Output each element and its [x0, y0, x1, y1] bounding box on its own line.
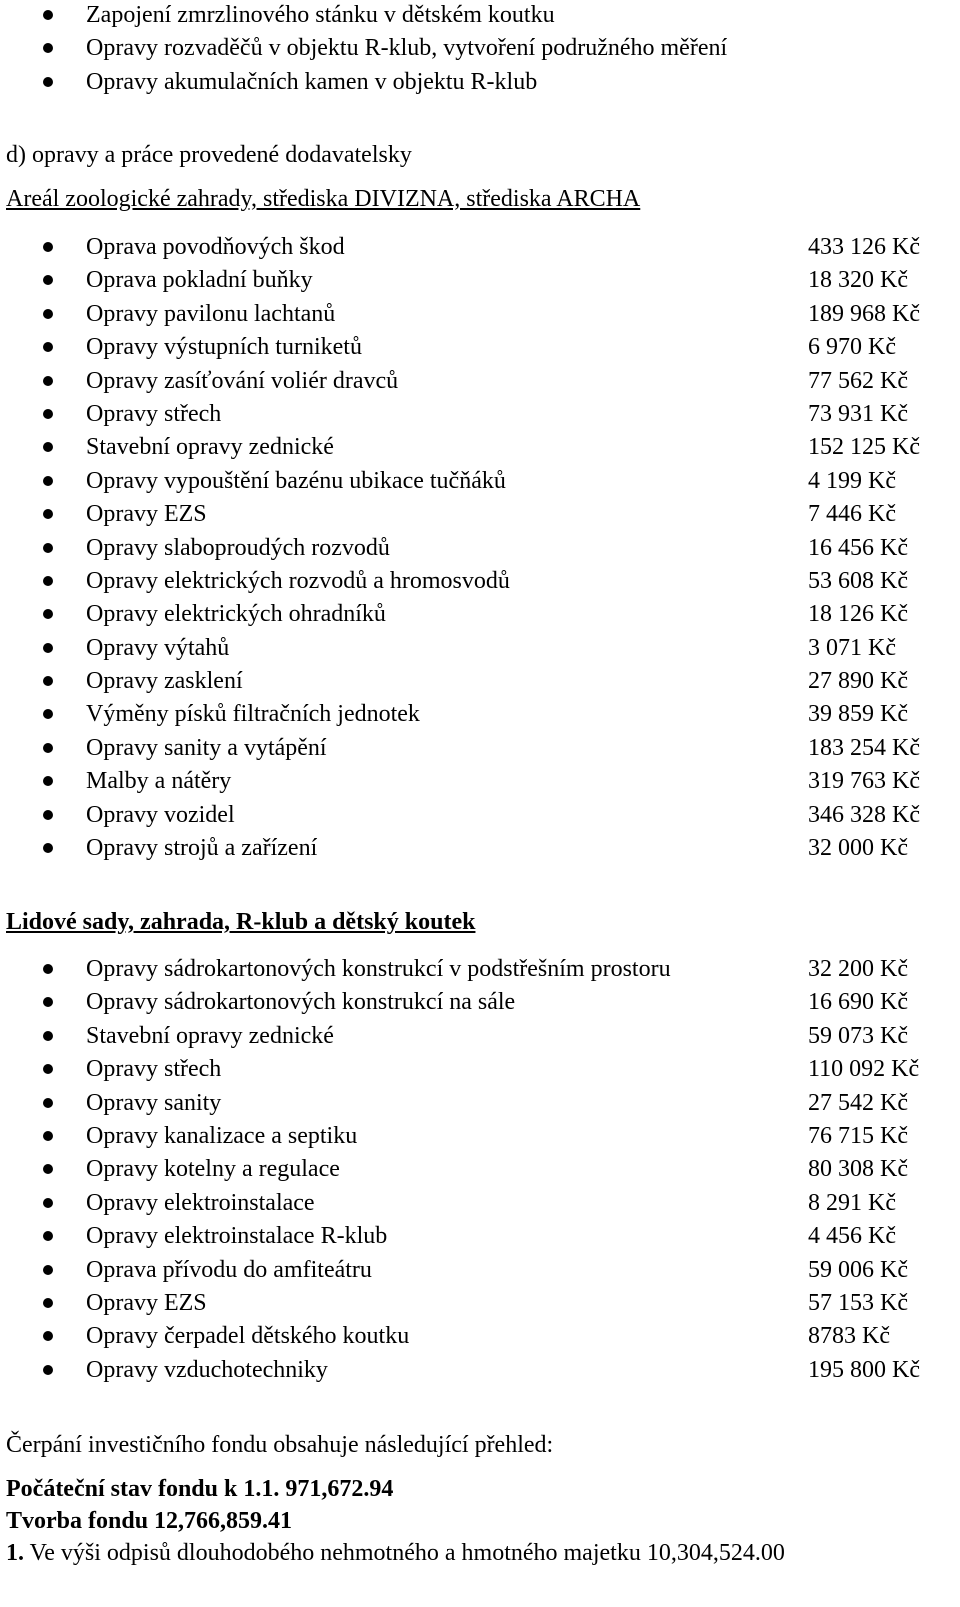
item-label: Opravy vzduchotechniky [86, 1356, 328, 1383]
bullet-icon [43, 309, 53, 319]
table-row [0, 1054, 960, 1087]
lidove-section-title: Lidové sady, zahrada, R-klub a dětský koutek [6, 909, 476, 935]
table-row [0, 265, 960, 298]
item-label: Opravy strojů a zařízení [86, 835, 318, 862]
item-amount: 77 562 Kč [808, 367, 908, 394]
item-label: Oprava pokladní buňky [86, 267, 313, 294]
item-amount: 32 200 Kč [808, 956, 908, 982]
item-label: Opravy EZS [86, 1289, 207, 1316]
item-amount: 80 308 Kč [808, 1156, 908, 1183]
bullet-icon [43, 543, 53, 553]
table-row [0, 1021, 960, 1054]
bullet-icon [43, 476, 53, 486]
item-label: Opravy výtahů [86, 634, 230, 661]
bullet-icon [43, 609, 53, 619]
item-label: Opravy slaboproudých rozvodů [86, 534, 390, 561]
item-amount: 4 456 Kč [808, 1223, 896, 1250]
fund-intro: Čerpání investičního fondu obsahuje následující přehled: [6, 1432, 554, 1458]
bullet-icon [43, 810, 53, 820]
table-row [0, 987, 960, 1020]
bullet-icon [43, 409, 53, 419]
item-label: Opravy výstupních turniketů [86, 334, 362, 361]
list-item: Zapojení zmrzlinového stánku v dětském koutku [0, 0, 960, 33]
bullet-icon [43, 709, 53, 719]
bullet-icon [43, 275, 53, 285]
top-bullet-list [0, 0, 960, 100]
table-row [0, 666, 960, 699]
item-amount: 433 126 Kč [808, 234, 920, 260]
item-label: Opravy vozidel [86, 801, 235, 828]
bullet-icon [43, 676, 53, 686]
bullet-icon [43, 1098, 53, 1108]
item-label: Výměny písků filtračních jednotek [86, 701, 420, 728]
list-item: Opravy akumulačních kamen v objektu R-klub [0, 67, 960, 100]
item-label: Opravy sádrokartonových konstrukcí na sále [86, 989, 516, 1016]
bullet-icon [43, 1231, 53, 1241]
table-row [0, 533, 960, 566]
zoo-section-title: Areál zoologické zahrady, střediska DIVIZNA, střediska ARCHA [6, 186, 641, 212]
zoo-repairs-list [0, 232, 960, 866]
bullet-icon [43, 342, 53, 352]
fund-start-state: Počáteční stav fondu k 1.1. 971,672.94 [6, 1476, 394, 1502]
item-amount: 8783 Kč [808, 1323, 890, 1350]
item-amount: 319 763 Kč [808, 768, 920, 795]
table-row [0, 299, 960, 332]
bullet-icon [43, 242, 53, 252]
table-row [0, 800, 960, 833]
item-label: Opravy kotelny a regulace [86, 1156, 340, 1183]
bullet-icon [43, 1064, 53, 1074]
item-amount: 6 970 Kč [808, 334, 896, 361]
table-row [0, 466, 960, 499]
item-amount: 18 126 Kč [808, 601, 908, 628]
table-row [0, 1188, 960, 1221]
bullet-icon [43, 10, 53, 20]
bullet-icon [43, 77, 53, 87]
item-amount: 152 125 Kč [808, 434, 920, 461]
table-row [0, 399, 960, 432]
bullet-icon [43, 776, 53, 786]
item-label: Malby a nátěry [86, 768, 232, 795]
item-amount: 39 859 Kč [808, 701, 908, 728]
bullet-icon [43, 1265, 53, 1275]
bullet-icon [43, 1131, 53, 1141]
fund-item-1-text: Ve výši odpisů dlouhodobého nehmotného a hmotného majetku 10,304,524.00 [24, 1540, 785, 1566]
table-row [0, 366, 960, 399]
bullet-icon [43, 43, 53, 53]
table-row [0, 599, 960, 632]
section-d-title: d) opravy a práce provedené dodavatelsky [6, 142, 412, 168]
item-label: Opravy elektrických rozvodů a hromosvodů [86, 567, 510, 594]
item-label: Stavební opravy zednické [86, 1022, 334, 1049]
table-row [0, 1321, 960, 1354]
table-row [0, 332, 960, 365]
item-label: Opravy elektroinstalace [86, 1189, 315, 1216]
item-label: Opravy sanity [86, 1089, 222, 1116]
table-row [0, 1154, 960, 1187]
item-label: Opravy střech [86, 1056, 222, 1083]
table-row [0, 432, 960, 465]
item-amount: 4 199 Kč [808, 467, 896, 494]
bullet-icon [43, 576, 53, 586]
item-amount: 27 542 Kč [808, 1089, 908, 1116]
table-row [0, 232, 960, 265]
list-item: Opravy rozvaděčů v objektu R-klub, vytvoření podružného měření [0, 33, 960, 66]
item-amount: 16 690 Kč [808, 989, 908, 1016]
bullet-icon [43, 843, 53, 853]
table-row [0, 699, 960, 732]
item-label: Opravy elektrických ohradníků [86, 601, 386, 628]
bullet-icon [43, 1031, 53, 1041]
table-row [0, 1255, 960, 1288]
item-label: Opravy čerpadel dětského koutku [86, 1323, 410, 1350]
bullet-icon [43, 442, 53, 452]
bullet-icon [43, 376, 53, 386]
table-row [0, 1355, 960, 1388]
lidove-repairs-list [0, 954, 960, 1388]
table-row [0, 1088, 960, 1121]
item-label: Stavební opravy zednické [86, 434, 334, 461]
item-label: Opravy EZS [86, 501, 207, 528]
item-label: Oprava přívodu do amfiteátru [86, 1256, 372, 1283]
table-row [0, 1221, 960, 1254]
fund-creation: Tvorba fondu 12,766,859.41 [6, 1508, 293, 1534]
table-row [0, 733, 960, 766]
item-label: Opravy zasíťování voliér dravců [86, 367, 399, 394]
item-amount: 195 800 Kč [808, 1356, 920, 1383]
fund-item-1-number: 1. [6, 1540, 24, 1566]
item-amount: 59 006 Kč [808, 1256, 908, 1283]
table-row [0, 833, 960, 866]
table-row [0, 954, 960, 987]
bullet-icon [43, 1365, 53, 1375]
item-amount: 16 456 Kč [808, 534, 908, 561]
table-row [0, 633, 960, 666]
item-label: Opravy sádrokartonových konstrukcí v podstřešním prostoru [86, 956, 671, 982]
item-amount: 3 071 Kč [808, 634, 896, 661]
bullet-icon [43, 1198, 53, 1208]
item-amount: 32 000 Kč [808, 835, 908, 862]
item-amount: 110 092 Kč [808, 1056, 920, 1083]
item-amount: 76 715 Kč [808, 1122, 908, 1149]
bullet-icon [43, 1164, 53, 1174]
item-amount: 53 608 Kč [808, 567, 908, 594]
fund-item-1 [6, 1538, 785, 1568]
item-label: Opravy kanalizace a septiku [86, 1122, 358, 1149]
bullet-icon [43, 643, 53, 653]
item-amount: 189 968 Kč [808, 300, 920, 327]
bullet-icon [43, 997, 53, 1007]
item-label: Oprava povodňových škod [86, 234, 345, 260]
table-row [0, 1288, 960, 1321]
item-label: Opravy sanity a vytápění [86, 734, 327, 761]
bullet-icon [43, 964, 53, 974]
item-label: Opravy vypouštění bazénu ubikace tučňáků [86, 467, 506, 494]
item-amount: 183 254 Kč [808, 734, 920, 761]
item-amount: 8 291 Kč [808, 1189, 896, 1216]
item-label: Opravy střech [86, 400, 222, 427]
item-amount: 27 890 Kč [808, 668, 908, 695]
item-amount: 73 931 Kč [808, 400, 908, 427]
item-amount: 18 320 Kč [808, 267, 908, 294]
item-label: Opravy elektroinstalace R-klub [86, 1223, 388, 1250]
bullet-icon [43, 743, 53, 753]
table-row [0, 499, 960, 532]
table-row [0, 766, 960, 799]
item-amount: 57 153 Kč [808, 1289, 908, 1316]
item-amount: 346 328 Kč [808, 801, 920, 828]
table-row [0, 566, 960, 599]
bullet-icon [43, 1298, 53, 1308]
item-label: Opravy pavilonu lachtanů [86, 300, 336, 327]
item-amount: 59 073 Kč [808, 1022, 908, 1049]
item-label: Opravy zasklení [86, 668, 243, 695]
bullet-icon [43, 1331, 53, 1341]
item-amount: 7 446 Kč [808, 501, 896, 528]
table-row [0, 1121, 960, 1154]
bullet-icon [43, 509, 53, 519]
